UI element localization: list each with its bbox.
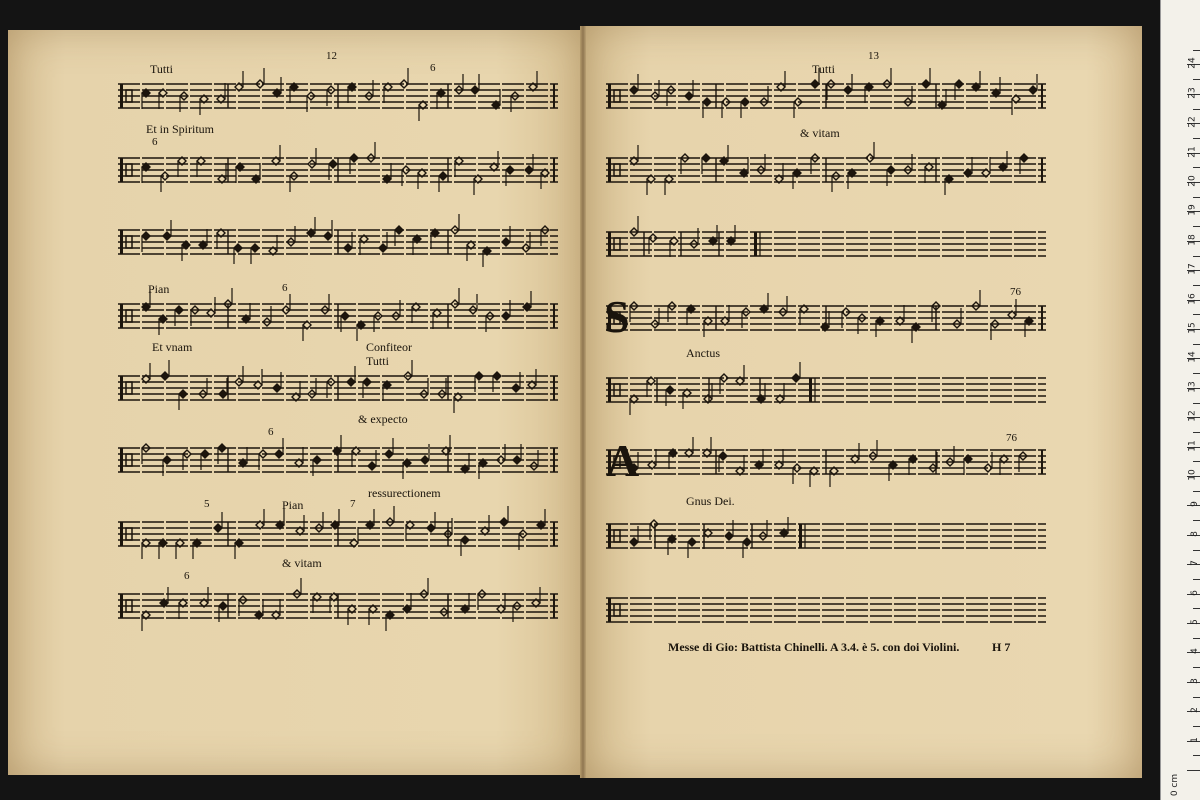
label-anctus: Anctus: [686, 346, 720, 360]
ruler-half-tick: [1193, 138, 1200, 139]
ruler-half-tick: [1193, 285, 1200, 286]
figure-right-1: 76: [1010, 286, 1021, 298]
ruler-number: 11: [1187, 439, 1198, 452]
label-expecto: & expecto: [358, 412, 408, 426]
ruler-half-tick: [1193, 403, 1200, 404]
ruler-half-tick: [1193, 256, 1200, 257]
ruler-number: 14: [1187, 351, 1198, 364]
right-staff-1: [606, 76, 1046, 120]
label-vitam-right: & vitam: [800, 126, 840, 140]
ruler-half-tick: [1193, 373, 1200, 374]
initial-a: A: [606, 435, 640, 486]
ruler-number: 6: [1190, 589, 1200, 596]
right-page-number: 13: [868, 50, 879, 62]
ruler-half-tick: [1193, 755, 1200, 756]
book-spine: [580, 26, 586, 778]
signature-mark: H 7: [992, 640, 1011, 654]
figure-right-2: 76: [1006, 432, 1017, 444]
ruler-number: 22: [1187, 116, 1198, 128]
ruler-half-tick: [1193, 461, 1200, 462]
ruler-number: 9: [1190, 501, 1200, 508]
ruler-half-tick: [1193, 550, 1200, 551]
ruler-number: 20: [1187, 175, 1198, 187]
label-pian-2: Pian: [282, 498, 304, 512]
ruler-number: 12: [1187, 410, 1198, 422]
left-staff-5: [118, 368, 558, 412]
left-staff-8: [118, 586, 558, 630]
ruler-half-tick: [1193, 608, 1200, 609]
label-confiteor: Confiteor: [366, 340, 412, 354]
left-staff-3: [118, 222, 558, 266]
left-staff-6: [118, 440, 558, 484]
right-staff-3: [606, 224, 1046, 268]
ruler-number: 2: [1190, 707, 1200, 714]
label-et-in-spiritum: Et in Spiritum: [146, 122, 215, 136]
label-pian-1: Pian: [148, 282, 170, 296]
measurement-ruler: [1160, 0, 1200, 800]
figure-1: 6: [430, 62, 436, 74]
label-tutti-1: Tutti: [150, 62, 173, 76]
ruler-half-tick: [1193, 50, 1200, 51]
right-staff-8-empty: [606, 590, 1046, 634]
figure-6: 7: [350, 498, 356, 510]
ruler-number: 19: [1187, 204, 1198, 217]
ruler-unit-label: 0 cm: [1170, 773, 1181, 797]
ruler-half-tick: [1193, 638, 1200, 639]
ruler-half-tick: [1193, 697, 1200, 698]
ruler-half-tick: [1193, 726, 1200, 727]
ruler-number: 17: [1187, 263, 1198, 275]
ruler-half-tick: [1193, 109, 1200, 110]
label-tutti-2: Tutti: [366, 354, 389, 368]
footer-title: Messe di Gio: Battista Chinelli. A 3.4. è 5. con doi Violini.: [668, 640, 960, 654]
figure-3: 6: [282, 282, 288, 294]
ruler-number: 24: [1187, 57, 1198, 70]
ruler-half-tick: [1193, 491, 1200, 492]
label-vitam-left: & vitam: [282, 556, 322, 570]
figure-4: 6: [268, 426, 274, 438]
ruler-number: 3: [1190, 677, 1200, 684]
ruler-number: 7: [1190, 560, 1200, 567]
ruler-number: 15: [1187, 322, 1198, 334]
ruler-number: 5: [1190, 619, 1200, 625]
ruler-number: 23: [1187, 87, 1198, 99]
right-staff-4: [606, 298, 1046, 342]
figure-7: 6: [184, 570, 190, 582]
left-staff-7: [118, 514, 558, 558]
ruler-number: 1: [1190, 736, 1200, 743]
left-staff-4: [118, 296, 558, 340]
ruler-half-tick: [1193, 226, 1200, 227]
left-staff-1: [118, 76, 558, 120]
ruler-tick: [1187, 770, 1200, 771]
ruler-half-tick: [1193, 344, 1200, 345]
label-gnus-dei: Gnus Dei.: [686, 494, 735, 508]
ruler-number: 16: [1187, 292, 1198, 305]
ruler-half-tick: [1193, 167, 1200, 168]
ruler-half-tick: [1193, 667, 1200, 668]
figure-2: 6: [152, 136, 158, 148]
figure-5: 5: [204, 498, 210, 510]
left-staff-2: [118, 150, 558, 194]
ruler-number: 18: [1187, 234, 1198, 246]
initial-s: S: [604, 291, 630, 342]
label-resurrectionem: ressurectionem: [368, 486, 441, 500]
ruler-number: 4: [1190, 648, 1200, 655]
label-tutti-right: Tutti: [812, 62, 835, 76]
ruler-half-tick: [1193, 579, 1200, 580]
ruler-half-tick: [1193, 520, 1200, 521]
ruler-half-tick: [1193, 432, 1200, 433]
ruler-half-tick: [1193, 197, 1200, 198]
ruler-half-tick: [1193, 314, 1200, 315]
right-staff-6: [606, 442, 1046, 486]
right-staff-7: [606, 516, 1046, 560]
ruler-number: 21: [1187, 145, 1198, 158]
ruler-half-tick: [1193, 79, 1200, 80]
ruler-number: 13: [1187, 381, 1198, 393]
ruler-number: 8: [1190, 530, 1200, 537]
left-page-number: 12: [326, 50, 337, 62]
right-staff-5: [606, 370, 1046, 414]
right-staff-2: [606, 150, 1046, 194]
ruler-number: 10: [1187, 469, 1198, 481]
label-et-vnam: Et vnam: [152, 340, 193, 354]
